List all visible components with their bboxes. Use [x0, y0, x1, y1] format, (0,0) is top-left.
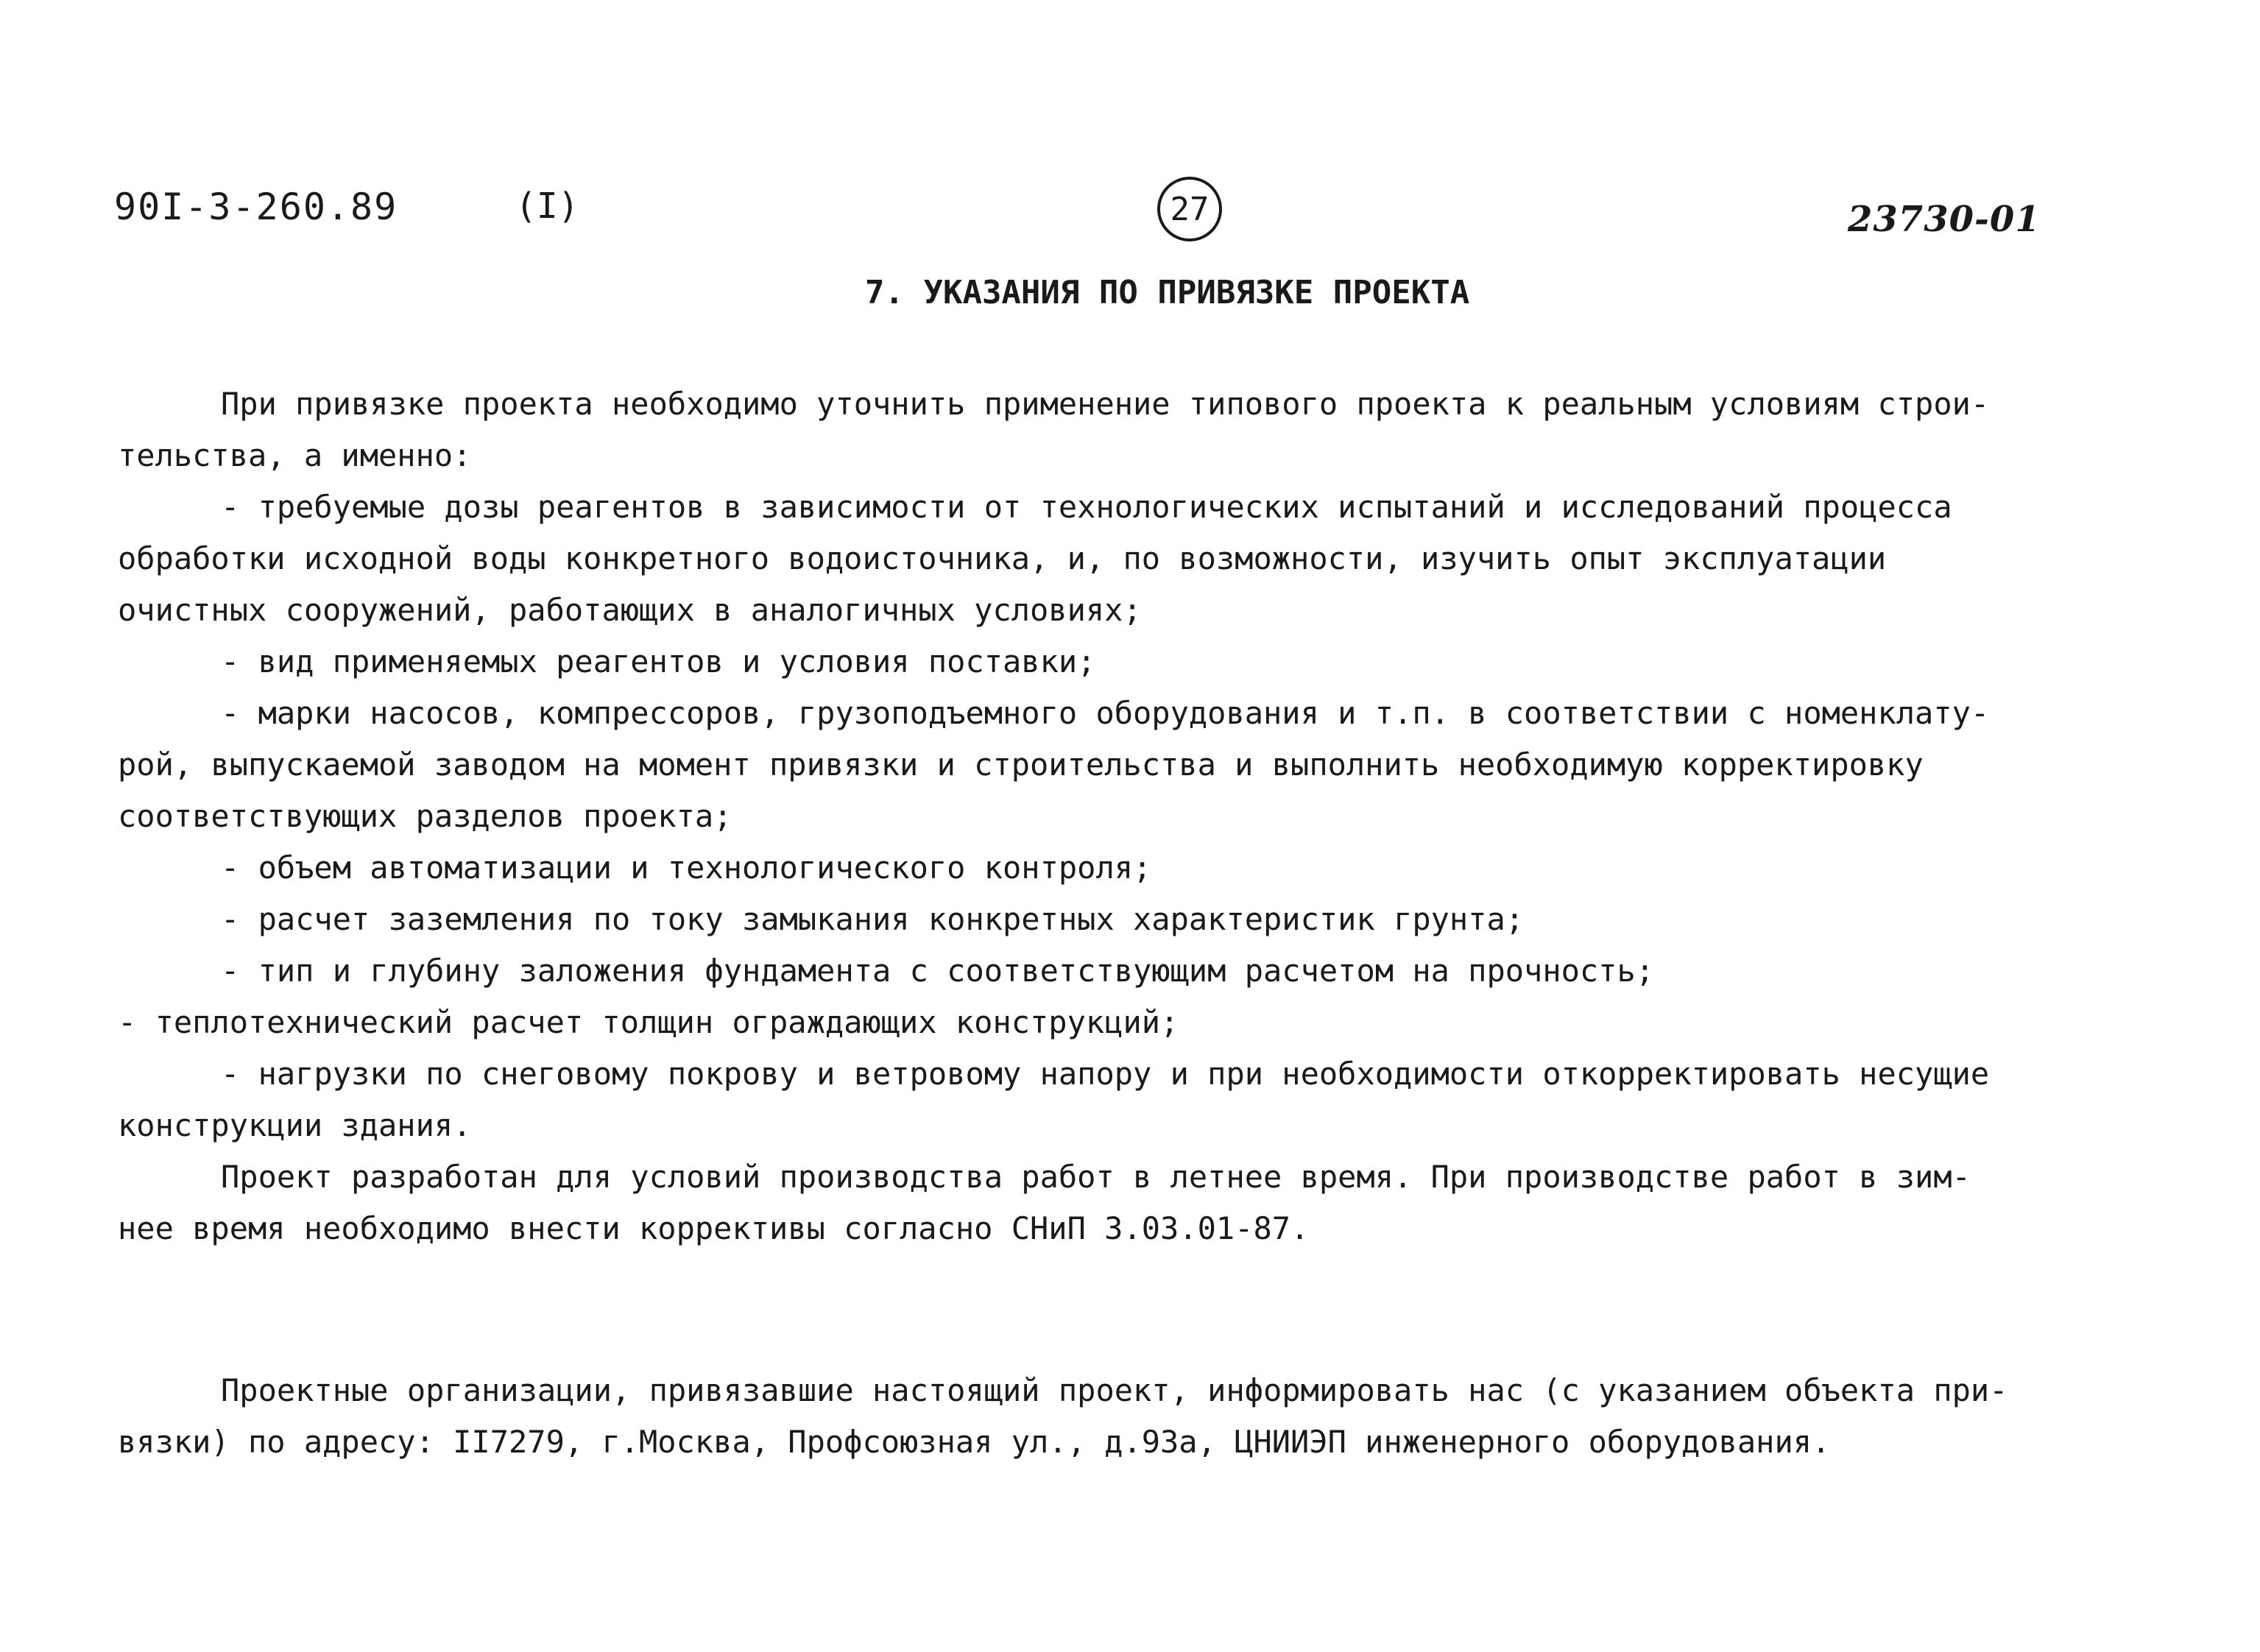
- section-title: 7. УКАЗАНИЯ ПО ПРИВЯЗКЕ ПРОЕКТА: [865, 274, 1470, 311]
- text-line: - марки насосов, компрессоров, грузоподъемного оборудования и т.п. в соответствии с номенклату-: [221, 695, 1990, 731]
- text-line: конструкции здания.: [118, 1107, 472, 1143]
- document-code: 90I-3-260.89: [114, 186, 398, 228]
- text-line: - нагрузки по снеговому покрову и ветровому напору и при необходимости откорректировать несущие: [221, 1056, 1990, 1092]
- footer-line: Проектные организации, привязавшие настоящий проект, информировать нас (с указанием объекта при-: [221, 1372, 2008, 1408]
- text-line: - расчет заземления по току замыкания конкретных характеристик грунта;: [221, 901, 1525, 937]
- text-line: - тип и глубину заложения фундамента с соответствующим расчетом на прочность;: [221, 953, 1655, 989]
- page-number-circle: [1157, 177, 1222, 241]
- text-line: обработки исходной воды конкретного водоисточника, и, по возможности, изучить опыт эксплуатации: [118, 540, 1887, 576]
- text-line: При привязке проекта необходимо уточнить применение типового проекта к реальным условиям строи-: [221, 386, 1990, 422]
- text-line: нее время необходимо внести коррективы согласно СНиП 3.03.01-87.: [118, 1210, 1310, 1246]
- text-line: - требуемые дозы реагентов в зависимости от технологических испытаний и исследований процесса: [221, 489, 1952, 525]
- text-line: очистных сооружений, работающих в аналогичных условиях;: [118, 592, 1142, 628]
- text-line: - теплотехнический расчет толщин ограждающих конструкций;: [118, 1004, 1179, 1040]
- footer-line: вязки) по адресу: II7279, г.Москва, Профсоюзная ул., д.93а, ЦНИИЭП инженерного оборудования.: [118, 1424, 1831, 1460]
- text-line: - вид применяемых реагентов и условия поставки;: [221, 643, 1096, 679]
- text-line: - объем автоматизации и технологического контроля;: [221, 850, 1152, 886]
- text-line: тельства, а именно:: [118, 437, 472, 473]
- archive-number: 23730-01: [1848, 199, 2041, 240]
- sheet-label: (I): [515, 186, 579, 227]
- text-line: Проект разработан для условий производства работ в летнее время. При производстве работ в зим-: [221, 1159, 1971, 1195]
- text-line: рой, выпускаемой заводом на момент привязки и строительства и выполнить необходимую корректировку: [118, 746, 1924, 783]
- text-line: соответствующих разделов проекта;: [118, 798, 732, 834]
- page-number: 27: [1170, 190, 1210, 228]
